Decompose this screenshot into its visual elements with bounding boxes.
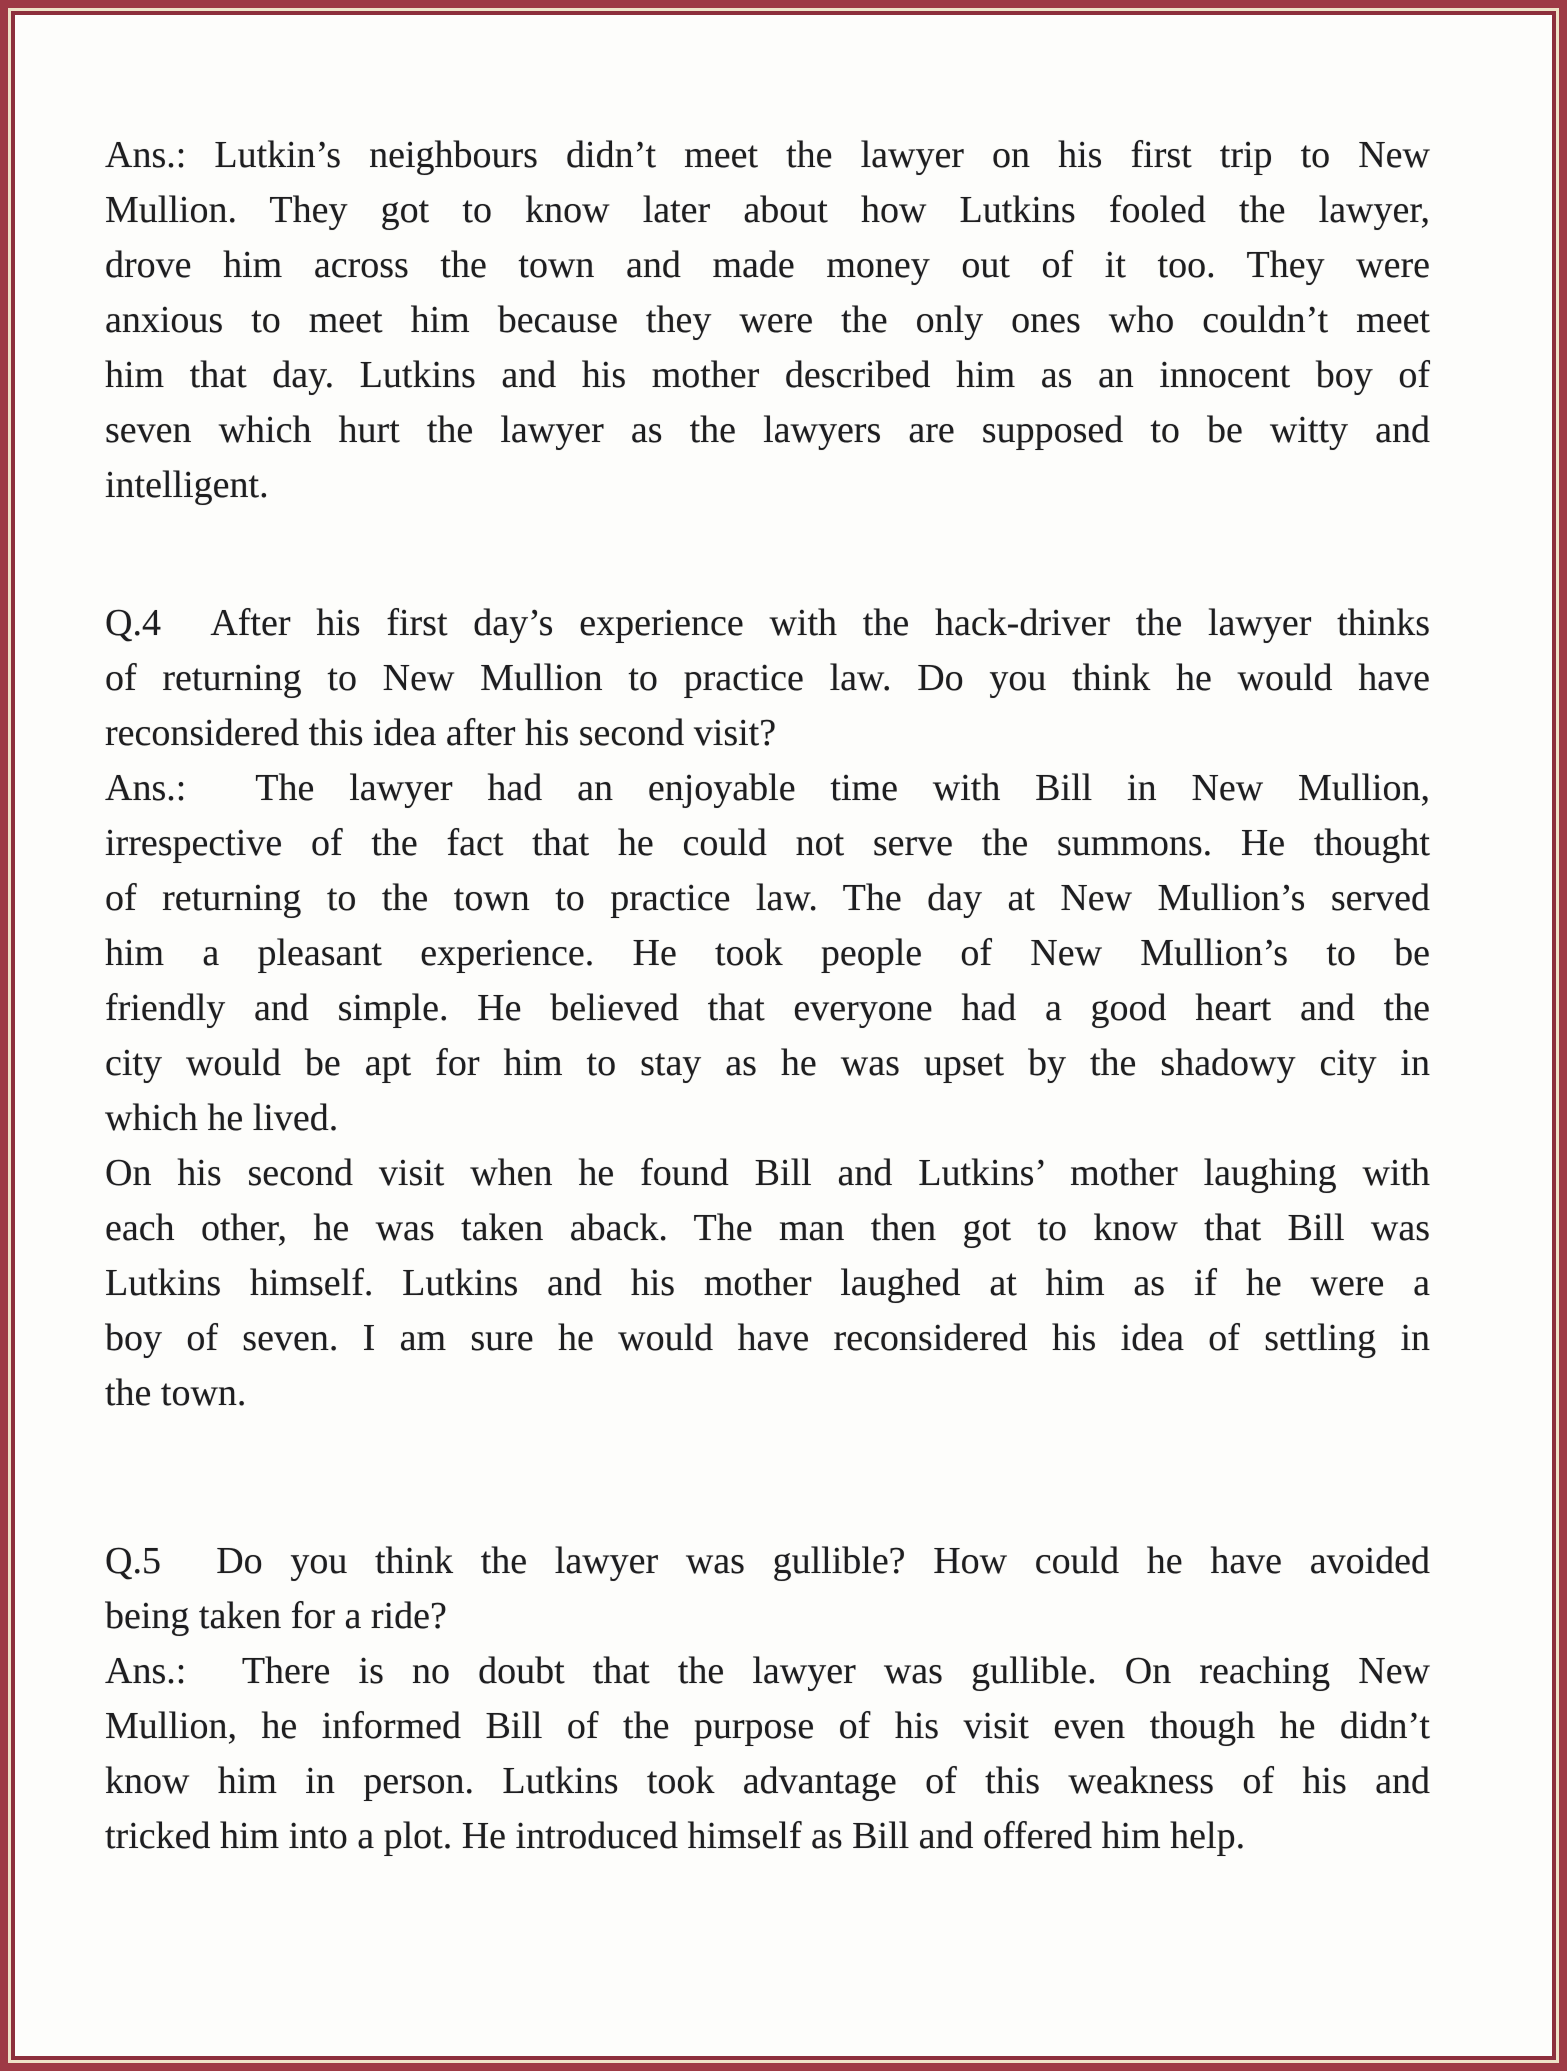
text-line: irrespective of the fact that he could not serve the summons. He thought bbox=[105, 822, 1430, 864]
text-line: friendly and simple. He believed that everyone had a good heart and the bbox=[105, 987, 1430, 1029]
text-line: him a pleasant experience. He took people of New Mullion’s to be bbox=[105, 932, 1430, 974]
text-line: Q.4 After his first day’s experience with the hack-driver the lawyer thinks bbox=[105, 602, 1430, 644]
text-line: Mullion, he informed Bill of the purpose of his visit even though he didn’t bbox=[105, 1705, 1430, 1747]
document-page bbox=[15, 15, 1552, 2056]
text-line: anxious to meet him because they were the only ones who couldn’t meet bbox=[105, 299, 1430, 341]
text-line: Ans.: The lawyer had an enjoyable time with Bill in New Mullion, bbox=[105, 767, 1430, 809]
paragraph-answer-q5 bbox=[105, 1644, 1430, 1864]
text-line: intelligent. bbox=[105, 464, 269, 506]
text-line: the town. bbox=[105, 1372, 247, 1414]
text-line: being taken for a ride? bbox=[105, 1595, 447, 1637]
text-line: of returning to the town to practice law. The day at New Mullion’s served bbox=[105, 877, 1430, 919]
text-line: seven which hurt the lawyer as the lawyers are supposed to be witty and bbox=[105, 409, 1430, 451]
text-line: Q.5 Do you think the lawyer was gullible? How could he have avoided bbox=[105, 1540, 1430, 1582]
text-line: Mullion. They got to know later about how Lutkins fooled the lawyer, bbox=[105, 189, 1430, 231]
text-line: Ans.: There is no doubt that the lawyer was gullible. On reaching New bbox=[105, 1650, 1430, 1692]
paragraph-answer-q3 bbox=[105, 128, 1430, 513]
text-line: Lutkins himself. Lutkins and his mother laughed at him as if he were a bbox=[105, 1262, 1430, 1304]
text-line: drove him across the town and made money out of it too. They were bbox=[105, 244, 1430, 286]
text-line: each other, he was taken aback. The man then got to know that Bill was bbox=[105, 1207, 1430, 1249]
text-line: boy of seven. I am sure he would have reconsidered his idea of settling in bbox=[105, 1317, 1430, 1359]
text-line: of returning to New Mullion to practice law. Do you think he would have bbox=[105, 657, 1430, 699]
text-line: which he lived. bbox=[105, 1097, 339, 1139]
paragraph-question-q4 bbox=[105, 596, 1430, 761]
text-line: city would be apt for him to stay as he was upset by the shadowy city in bbox=[105, 1042, 1430, 1084]
text-line: tricked him into a plot. He introduced himself as Bill and offered him help. bbox=[105, 1815, 1246, 1857]
paragraph-answer-q4-part1 bbox=[105, 761, 1430, 1146]
text-line: Ans.: Lutkin’s neighbours didn’t meet the lawyer on his first trip to New bbox=[105, 134, 1430, 176]
text-line: reconsidered this idea after his second visit? bbox=[105, 712, 777, 754]
text-line: know him in person. Lutkins took advantage of this weakness of his and bbox=[105, 1760, 1430, 1802]
paragraph-answer-q4-part2 bbox=[105, 1146, 1430, 1421]
text-line: On his second visit when he found Bill and Lutkins’ mother laughing with bbox=[105, 1152, 1430, 1194]
text-line: him that day. Lutkins and his mother described him as an innocent boy of bbox=[105, 354, 1430, 396]
paragraph-question-q5 bbox=[105, 1534, 1430, 1644]
